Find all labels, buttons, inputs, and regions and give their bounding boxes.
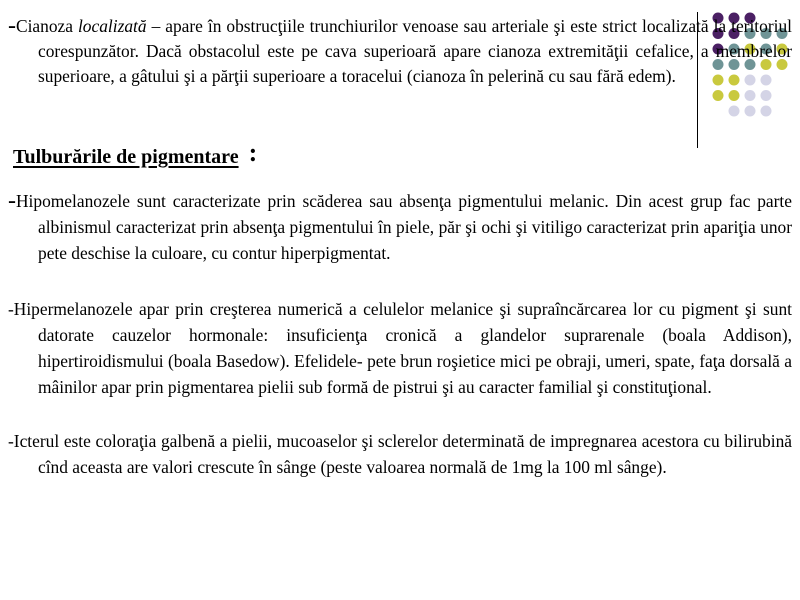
term-localizata: localizată: [77, 16, 147, 36]
decorative-dot: [745, 106, 756, 117]
heading-colon: :: [248, 138, 258, 167]
paragraph-text: Hipomelanozele sunt caracterizate prin scăderea sau absenţa pigmentului melanic. Din acest grup fac parte albinismul caracterizat prin absenţa pigmentului în piele, păr şi ochi şi vitiligo caracterizat prin apariţia unor pete deschise la culoare, cu contur hiperpigmentat.: [16, 191, 792, 263]
paragraph-text: Cianoza: [16, 16, 78, 36]
paragraph-icter: -Icterul este coloraţia galbenă a pielii, mucoaselor şi sclerelor determinată de impregnarea acestora cu bilirubină cînd aceasta are valori crescute în sânge (peste valoarea normală de 1mg la 100 ml sânge).: [8, 431, 792, 477]
paragraph-hipermelanoze: -Hipermelanozele apar prin creşterea numerică a celulelor melanice şi supraîncărcarea lor cu pigment şi sunt datorate cauzelor hormonale: insuficienţa cronică a glandelor suprarenale (boala Addison), hipertiroidismului (boala Basedow). Efelidele- pete brun roşietice mici pe obraji, umeri, spate, faţa dorsală a mâinilor apar prin pigmentarea pielii sub formă de pistrui şi au caracter familial şi constituţional.: [8, 299, 792, 397]
paragraph-dash: -: [8, 13, 16, 39]
decorative-dot: [761, 90, 772, 101]
paragraph-hipomelanoze: [8, 188, 792, 266]
paragraph-text: – apare în obstrucţiile trunchiurilor venoase sau arteriale şi este strict localizată la teritoriul corespunzător. Dacă obstacolul este pe cava superioară apare cianoza extremităţii cefalice, a membrelor superioare, a gâtului şi a părţii superioare a toracelui (cianoza în pelerină cu sau fără edem).: [38, 16, 792, 86]
paragraph-dash: -: [8, 188, 16, 214]
section-heading: [13, 138, 257, 172]
decorative-dot: [745, 90, 756, 101]
decorative-dot: [729, 90, 740, 101]
decorative-dot: [729, 106, 740, 117]
heading-text: Tulburările de pigmentare: [13, 146, 239, 168]
paragraph-cianoza-localizata: [8, 14, 792, 89]
decorative-dot: [761, 106, 772, 117]
decorative-dot: [713, 90, 724, 101]
